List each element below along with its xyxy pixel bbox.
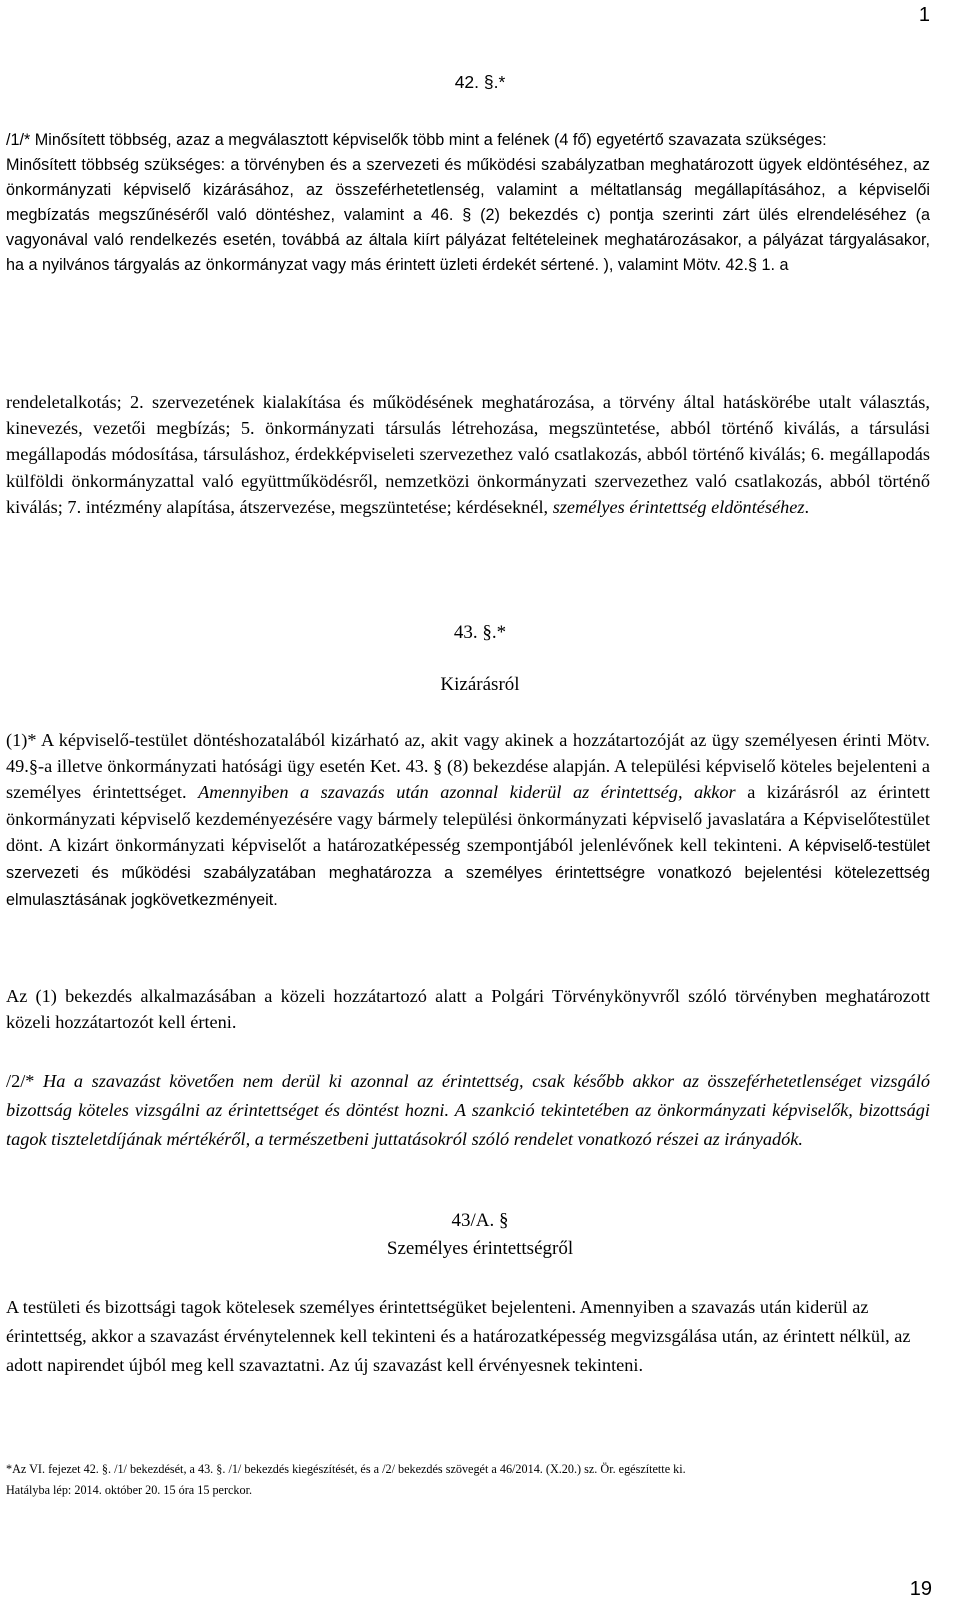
footnote: [6, 1459, 936, 1500]
section-43-p3: [6, 1067, 930, 1154]
section-43a-paragraph: [6, 1293, 930, 1380]
section-43-p2: Az (1) bekezdés alkalmazásában a közeli hozzátartozó alatt a Polgári Törvénykönyvről szóló törvényben meghatározott közeli hozzátartozót kell érteni.: [6, 986, 930, 1033]
section-42-list: [6, 389, 930, 520]
section-42-paragraph-2: Minősített többség szükséges: a törvényben és a szervezeti és működési szabályzatban meghatározott ügyek eldöntéséhez, az önkormányzati képviselő kizárásához, az összeférhetetlenség, valamint a méltatlanság megállapításához, a képviselői megbízatás megszűnéséről való döntéshez, valamint a 46. § (2) bekezdés c) pontja szerinti zárt ülés elrendeléséhez (a vagyonával való rendelkezés esetén, továbbá az általa kiírt pályázat feltételeinek meghatározásakor, a pályázat tárgyalásakor, ha a nyilvános tárgyalás az önkormányzat vagy más érintett üzleti érdekét sértené. ), valamint Mötv. 42.§ 1. a: [6, 156, 930, 275]
section-43-p1: [6, 727, 930, 913]
section-43-p1-italic: Amennyiben a szavazás után azonnal kiderül az érintettség, akkor: [198, 782, 736, 803]
section-43-title: 43. §.*: [453, 622, 507, 643]
section-43a-title: 43/A. §: [451, 1210, 509, 1231]
section-43-paragraph-2: [6, 983, 930, 1035]
section-43-p1-text-a: (1)* A képviselő-testület döntéshozatalából kizárható az, akit vagy akinek a hozzátartozóját az ügy személyesen érinti Mötv. 49.§-a illetve önkormányzati hatósági ügy esetén Ket. 43. § (8) bekezdése alapján. A települési képviselő köteles bejelenteni a személyes érintettséget.: [6, 730, 930, 803]
footnote-line-2: Hatályba lép: 2014. október 20. 15 óra 15 perckor.: [6, 1482, 253, 1497]
section-43-p1-text-b: a kizárásról az érintett önkormányzati képviselő kezdeményezésére vagy bármely települési önkormányzati képviselő javaslatára a Képviselőtestület dönt. A kizárt önkormányzati képviselőt a határozatképesség szempontjából jelenlévőnek kell tekinteni.: [6, 782, 930, 855]
section-42-title: 42. §.*: [454, 72, 506, 92]
section-42-paragraph-1: /1/* Minősített többség, azaz a megválasztott képviselők több mint a felének (4 fő) egyetértő szavazata szükséges:: [6, 131, 827, 149]
section-43-heading: Kizárásról: [440, 674, 520, 695]
section-42-list-italic: személyes érintettség eldöntéséhez: [552, 496, 805, 517]
section-42-list-end: .: [804, 496, 810, 517]
section-42-list-paragraph: [6, 389, 930, 520]
page-number-bottom: 19: [909, 1578, 932, 1600]
section-43-p3-italic: Ha a szavazást követően nem derül ki azonnal az érintettség, csak később akkor az összeférhetetlenséget vizsgáló bizottság köteles vizsgálni az érintettséget és döntést hozni. A szankció tekintetében az önkormányzati képviselők, bizottsági tagok tiszteletdíjának mértékéről, a természetbeni juttatásokról szóló rendelet vonatkozó részei az irányadók.: [6, 1071, 930, 1149]
section-43-paragraph-1: [6, 727, 930, 913]
section-43a-p1: A testületi és bizottsági tagok kötelesek személyes érintettségüket bejelenteni. Amennyiben a szavazás után kiderül az érintettség, akkor a szavazást érvénytelennek kell tekinteni és a határozatképesség megvizsgálása után, az érintett nélkül, az adott napirendet újból meg kell szavaztatni. Az új szavazást kell érvényesnek tekinteni.: [6, 1297, 911, 1375]
section-43-paragraph-3: [6, 1067, 930, 1154]
section-42-list-text: rendeletalkotás; 2. szervezetének kialakítása és működésének meghatározása, a törvény által hatáskörébe utalt választás, kinevezés, vezetői megbízás; 5. önkormányzati társulás létrehozása, megszüntetése, abból történő kiválás, a társulási megállapodás módosítása, társuláshoz, érdekképviseleti szervezethez való csatlakozás, abból történő kiválás; 6. megállapodás külföldi önkormányzattal való együttműködésről, nemzetközi önkormányzati szervezethez való csatlakozás, abból történő kiválás; 7. intézmény alapítása, átszervezése, megszüntetése; kérdéseknél,: [6, 392, 930, 517]
section-43-p3-prefix: /2/*: [6, 1071, 43, 1091]
section-43-p1-sans: A képviselő-testület szervezeti és működési szabályzatában meghatározza a személyes érintettségre vonatkozó bejelentési kötelezettség elmulasztásának jogkövetkezményeit.: [6, 836, 931, 910]
section-42-intro: [6, 128, 930, 279]
section-43a-heading: Személyes érintettségről: [386, 1238, 574, 1259]
page-number-top: 1: [918, 4, 930, 26]
footnote-line-1: *Az VI. fejezet 42. §. /1/ bekezdését, a 43. §. /1/ bekezdés kiegészítését, és a /2/ bekezdés szövegét a 46/2014. (X.20.) sz. Ör. egészítette ki.: [6, 1462, 686, 1476]
